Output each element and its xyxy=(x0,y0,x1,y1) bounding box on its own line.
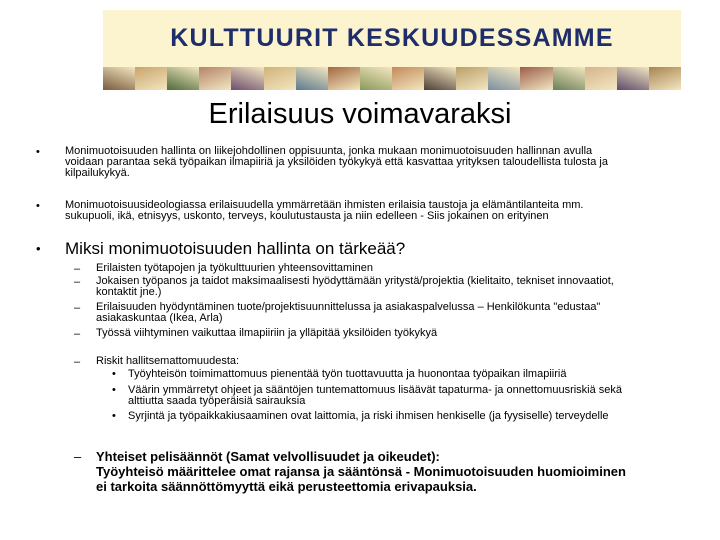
banner-photo-tile xyxy=(231,67,263,90)
banner-photo-tile xyxy=(520,67,552,90)
banner-photo-tile xyxy=(456,67,488,90)
text-line: ei tarkoita säännöttömyyttä eikä perusteettomia erivapauksia. xyxy=(96,479,477,494)
banner-photo-tile xyxy=(585,67,617,90)
bullet-marker: • xyxy=(36,241,41,256)
list-item xyxy=(96,328,696,339)
banner-photo-tile xyxy=(135,67,167,90)
text-line: alttiutta saada työperäisiä sairauksia xyxy=(128,395,306,407)
list-item xyxy=(128,369,698,380)
banner-photo-tile xyxy=(328,67,360,90)
slide-title: Erilaisuus voimavaraksi xyxy=(208,98,512,130)
banner-photo-tile xyxy=(392,67,424,90)
banner-photo-tile xyxy=(617,67,649,90)
banner-photo-tile xyxy=(199,67,231,90)
banner-photo-tile xyxy=(488,67,520,90)
text-line: Syrjintä ja työpaikkakiusaaminen ovat laittomia, ja riski ihmisen henkiselle (ja fyysiselle) terveydelle xyxy=(128,410,609,422)
risks-heading: Riskit hallitsemattomuudesta: xyxy=(96,355,240,367)
dash-marker: – xyxy=(74,276,81,288)
banner-photo-tile xyxy=(553,67,585,90)
bullet-marker: • xyxy=(36,200,40,212)
bullet-text xyxy=(65,200,705,222)
list-item xyxy=(96,302,696,324)
text-line: Monimuotoisuusideologiassa erilaisuudella ymmärretään ihmisten erilaisia taustoja ja elämäntilanteita mm. xyxy=(65,199,584,211)
rules-text xyxy=(96,449,696,494)
text-line: Erilaisuuden hyödyntäminen tuote/projektisuunnittelussa ja asiakaspalvelussa – Henkilökunta "edustaa" xyxy=(96,301,601,313)
banner-photo-tile xyxy=(167,67,199,90)
text-line: Väärin ymmärretyt ohjeet ja sääntöjen tuntemattomuus lisäävät tapaturma- ja onnettomuusriskiä sekä xyxy=(128,384,623,396)
text-line: asiakaskuntaa (Ikea, Arla) xyxy=(96,312,223,324)
dash-marker: – xyxy=(74,263,81,275)
text-line: Yhteiset pelisäännöt (Samat velvollisuudet ja oikeudet): xyxy=(96,449,440,464)
list-item xyxy=(96,276,696,298)
text-line: Monimuotoisuuden hallinta on liikejohdollinen oppisuunta, jonka mukaan monimuotoisuuden hallinnan avulla xyxy=(65,145,593,157)
text-line: Työyhteisön toimimattomuus pienentää työn tuottavuutta ja huonontaa työpaikan ilmapiiriä xyxy=(128,368,567,380)
banner-photo-tile xyxy=(264,67,296,90)
banner-title: KULTTUURIT KESKUUDESSAMME xyxy=(170,24,614,52)
sub-bullet-marker: • xyxy=(112,384,116,396)
banner-photo-tile xyxy=(649,67,681,90)
text-line: Työssä viihtyminen vaikuttaa ilmapiiriin ja ylläpitää yksilöiden työkykyä xyxy=(96,327,438,339)
banner-photo-tile xyxy=(103,67,135,90)
list-item xyxy=(96,263,696,274)
sub-bullet-marker: • xyxy=(112,410,116,422)
dash-marker: – xyxy=(74,302,81,314)
text-line: Työyhteisö määrittelee omat rajansa ja sääntönsä - Monimuotoisuuden huomioiminen xyxy=(96,464,626,479)
dash-marker: – xyxy=(74,449,82,464)
text-line: Erilaisten työtapojen ja työkulttuurien yhteensovittaminen xyxy=(96,262,373,274)
list-item xyxy=(128,385,698,407)
bullet-marker: • xyxy=(36,146,40,158)
text-line: Jokaisen työpanos ja taidot maksimaalisesti hyödyttämään yritystä/projektia (kielitaito, tekniset innovaatiot, xyxy=(96,275,614,287)
list-item xyxy=(128,411,698,422)
dash-marker: – xyxy=(74,356,81,368)
text-line: sukupuoli, ikä, etnisyys, uskonto, terveys, koulutustausta ja niin edelleen - Siis jokainen on erityinen xyxy=(65,210,549,222)
text-line: voidaan parantaa sekä työpaikan ilmapiiriä ja yksilöiden työkykyä että kasvattaa yrityksen taloudellista tulosta ja xyxy=(65,156,608,168)
banner-image-strip xyxy=(103,67,681,90)
text-line: kontaktit jne.) xyxy=(96,286,162,298)
section-question: Miksi monimuotoisuuden hallinta on tärkeää? xyxy=(65,239,406,258)
banner-photo-tile xyxy=(360,67,392,90)
bullet-text xyxy=(65,146,705,179)
sub-bullet-marker: • xyxy=(112,368,116,380)
banner-photo-tile xyxy=(424,67,456,90)
banner-photo-tile xyxy=(296,67,328,90)
header-banner xyxy=(103,10,681,90)
dash-marker: – xyxy=(74,328,81,340)
text-line: kilpailukykyä. xyxy=(65,167,130,179)
